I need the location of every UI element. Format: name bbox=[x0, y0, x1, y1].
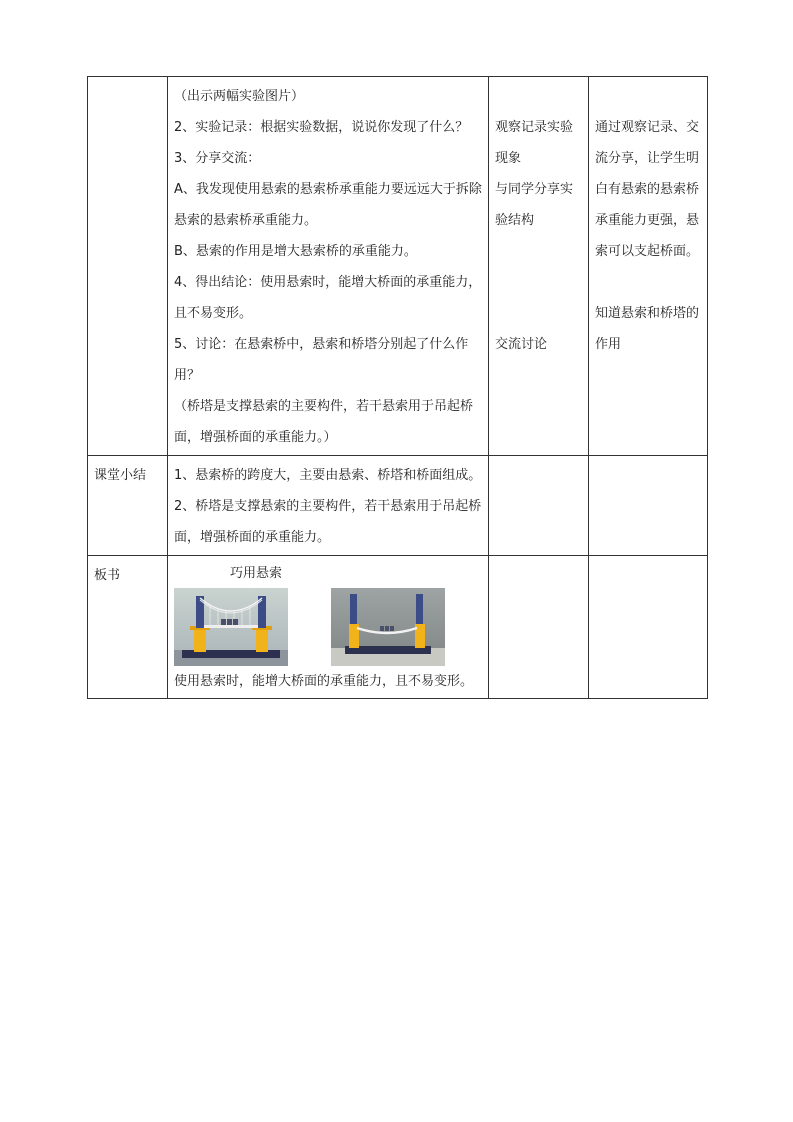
table-row bbox=[88, 456, 708, 556]
empty-cell bbox=[589, 456, 708, 556]
table-row bbox=[88, 77, 708, 456]
content-line: 4、得出结论：使用悬索时，能增大桥面的承重能力，且不易变形。 bbox=[174, 275, 482, 321]
board-title: 巧用悬索 bbox=[230, 566, 283, 581]
lesson-plan-table bbox=[87, 76, 708, 699]
row-label-cell bbox=[88, 77, 168, 456]
board-conclusion: 使用悬索时，能增大桥面的承重能力，且不易变形。 bbox=[174, 674, 474, 689]
content-line: 2、桥塔是支撑悬索的主要构件，若干悬索用于吊起桥面，增强桥面的承重能力。 bbox=[174, 499, 482, 545]
content-line: 2、实验记录：根据实验数据，说说你发现了什么？ bbox=[174, 120, 469, 135]
content-line: 3、分享交流： bbox=[174, 151, 261, 166]
activity-text: 与同学分享实验结构 bbox=[495, 182, 574, 228]
content-line: A、我发现使用悬索的悬索桥承重能力要远远大于拆除悬索的悬索桥承重能力。 bbox=[174, 182, 482, 228]
bridge-photo-without-cables bbox=[331, 588, 445, 666]
content-line: 1、悬索桥的跨度大，主要由悬索、桥塔和桥面组成。 bbox=[174, 468, 482, 483]
bridge-with-cables-image bbox=[174, 588, 288, 666]
content-line: 5、讨论：在悬索桥中，悬索和桥塔分别起了什么作用？ bbox=[174, 337, 469, 383]
row-label-cell: 课堂小结 bbox=[88, 456, 168, 556]
empty-cell bbox=[489, 556, 589, 699]
bridge-photo-with-cables bbox=[174, 588, 288, 666]
content-cell bbox=[168, 456, 489, 556]
content-line: B、悬索的作用是增大悬索桥的承重能力。 bbox=[174, 244, 417, 259]
content-cell bbox=[168, 77, 489, 456]
row-label-cell: 板书 bbox=[88, 556, 168, 699]
content-line: （出示两幅实验图片） bbox=[174, 89, 305, 104]
activity-text: 交流讨论 bbox=[495, 337, 548, 352]
design-intent-cell bbox=[589, 77, 708, 456]
empty-cell bbox=[489, 456, 589, 556]
table-row bbox=[88, 556, 708, 699]
intent-text: 知道悬索和桥塔的作用 bbox=[595, 306, 700, 352]
empty-cell bbox=[589, 556, 708, 699]
experiment-photos bbox=[174, 588, 483, 666]
student-activity-cell bbox=[489, 77, 589, 456]
intent-text: 通过观察记录、交流分享，让学生明白有悬索的悬索桥承重能力更强，悬索可以支起桥面。 bbox=[595, 120, 700, 259]
activity-text: 观察记录实验现象 bbox=[495, 120, 574, 166]
bridge-without-cables-image bbox=[331, 588, 445, 666]
content-line: （桥塔是支撑悬索的主要构件，若干悬索用于吊起桥面，增强桥面的承重能力。） bbox=[174, 399, 474, 445]
board-cell bbox=[168, 556, 489, 699]
